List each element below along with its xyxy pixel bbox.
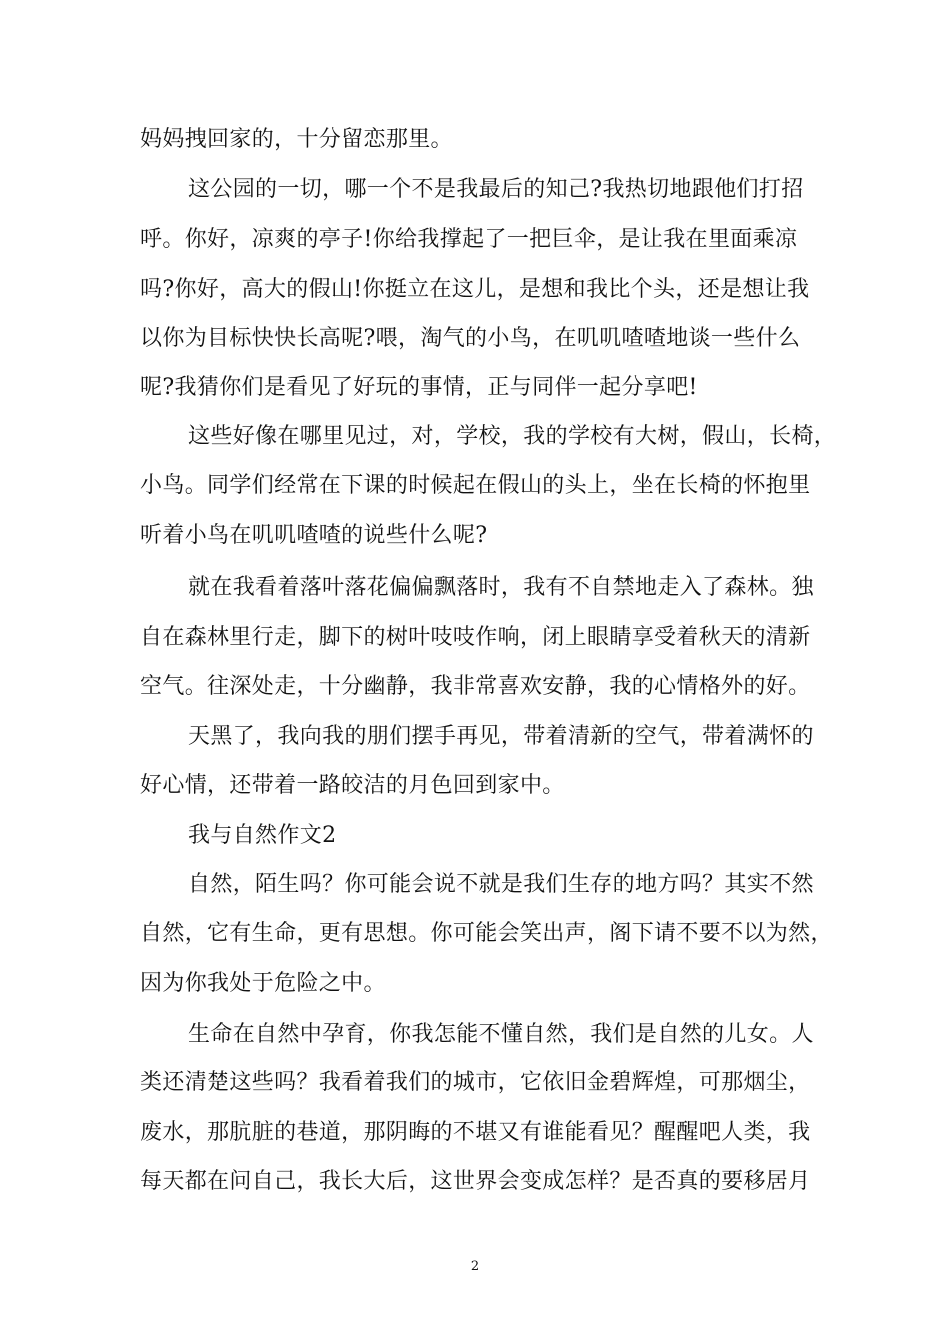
text-line: 这些好像在哪里见过，对，学校，我的学校有大树，假山，长椅， (188, 424, 837, 449)
text-line: 以你为目标快快长高呢?喂，淘气的小鸟，在叽叽喳喳地谈一些什么 (140, 326, 801, 351)
text-line: 妈妈拽回家的，十分留恋那里。 (140, 127, 453, 152)
text-line: 小鸟。同学们经常在下课的时候起在假山的头上，坐在长椅的怀抱里 (140, 473, 811, 498)
text-line: 就在我看着落叶落花偏偏飘落时，我有不自禁地走入了森林。独 (188, 575, 814, 600)
text-line: 每天都在问自己，我长大后，这世界会变成怎样？是否真的要移居月 (140, 1169, 811, 1194)
text-line: 呢?我猜你们是看见了好玩的事情，正与同伴一起分享吧! (140, 375, 698, 400)
text-line: 生命在自然中孕育，你我怎能不懂自然，我们是自然的儿女。人 (188, 1022, 814, 1047)
text-line: 听着小鸟在叽叽喳喳的说些什么呢? (140, 523, 488, 548)
text-line: 呼。你好，凉爽的亭子!你给我撑起了一把巨伞，是让我在里面乘凉 (140, 227, 798, 252)
text-line: 废水，那肮脏的巷道，那阴晦的不堪又有谁能看见？醒醒吧人类，我 (140, 1120, 811, 1145)
text-line: 自然，陌生吗？你可能会说不就是我们生存的地方吗？其实不然 (188, 872, 814, 897)
text-line: 类还清楚这些吗？我看着我们的城市，它依旧金碧辉煌，可那烟尘， (140, 1070, 811, 1095)
text-line: 吗?你好，高大的假山!你挺立在这儿，是想和我比个头，还是想让我 (140, 277, 810, 302)
text-line: 自然，它有生命，更有思想。你可能会笑出声，阁下请不要不以为然， (140, 921, 833, 946)
text-line: 空气。往深处走，十分幽静，我非常喜欢安静，我的心情格外的好。 (140, 674, 811, 699)
text-line: 这公园的一切，哪一个不是我最后的知己?我热切地跟他们打招 (188, 177, 804, 202)
page-number: 2 (470, 1259, 480, 1274)
text-line: 自在森林里行走，脚下的树叶吱吱作响，闭上眼睛享受着秋天的清新 (140, 625, 811, 650)
text-line: 天黑了，我向我的朋们摆手再见，带着清新的空气，带着满怀的 (188, 724, 814, 749)
section-heading: 我与自然作文2 (188, 823, 337, 848)
text-line: 因为你我处于危险之中。 (140, 971, 386, 996)
text-line: 好心情，还带着一路皎洁的月色回到家中。 (140, 773, 565, 798)
